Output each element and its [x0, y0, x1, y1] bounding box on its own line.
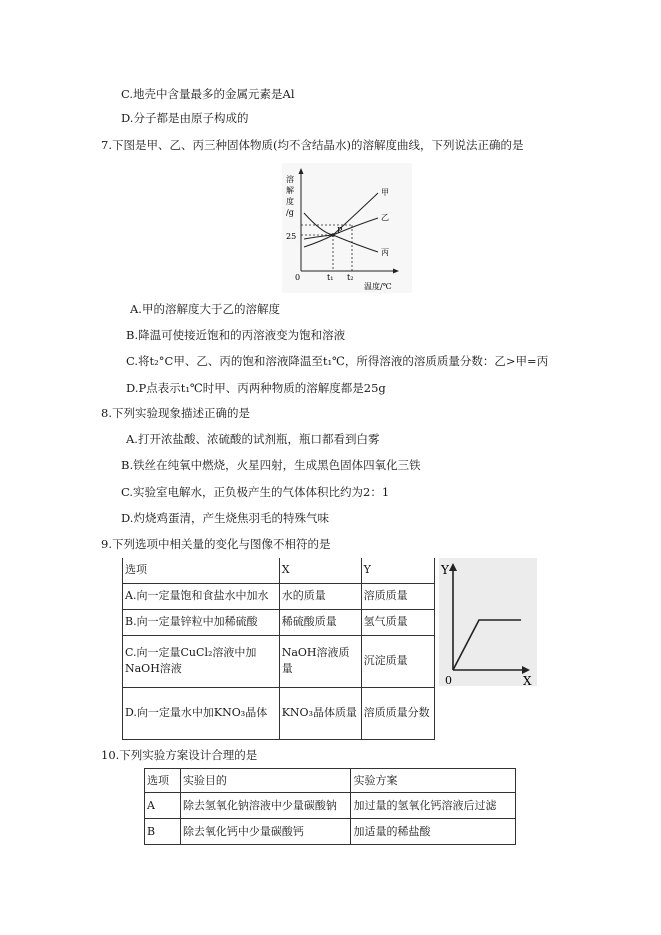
table-row [145, 793, 516, 819]
series-label-bing: 丙 [381, 248, 389, 257]
q9-row-b-y: 氢气质量 [361, 609, 435, 635]
q7-option-d: D.P点表示t₁℃时甲、丙两种物质的溶解度都是25g [126, 381, 386, 395]
q9-graph-svg [439, 558, 537, 686]
q9-graph-origin: 0 [445, 674, 453, 686]
q10-header-row [145, 769, 516, 793]
y-tick-25: 25 [286, 232, 297, 241]
q9-header-x: X [279, 558, 361, 583]
q9-stem: 9.下列选项中相关量的变化与图像不相符的是 [101, 537, 331, 551]
q9-graph-cell [435, 558, 538, 739]
q9-row-b-x: 稀硫酸质量 [279, 609, 361, 635]
q10-row-b-plan: 加适量的稀盐酸 [351, 819, 516, 845]
q9-row-a-x: 水的质量 [279, 583, 361, 609]
q10-row-a-option: A [145, 793, 181, 819]
q9-row-b-option: B.向一定量锌粒中加稀硫酸 [123, 609, 280, 635]
series-label-yi: 乙 [381, 213, 389, 222]
ylabel-char-4: /g [286, 208, 294, 217]
q10-header-option: 选项 [145, 769, 181, 793]
ylabel-char-3: 度 [286, 197, 294, 206]
x-tick-t2: t₂ [347, 273, 354, 282]
q9-row-c-option: C.向一定量CuCl₂溶液中加NaOH溶液 [123, 635, 280, 687]
q9-header-option: 选项 [123, 558, 280, 583]
ylabel-char-1: 溶 [286, 175, 294, 184]
q9-row-d-option: D.向一定量水中加KNO₃晶体 [123, 687, 280, 739]
ylabel-char-2: 解 [286, 186, 294, 195]
q9-row-c-x: NaOH溶液质量 [279, 635, 361, 687]
q9-graph-y-label: Y [441, 563, 450, 577]
q10-row-a-plan: 加过量的氢氧化钙溶液后过滤 [351, 793, 516, 819]
q9-row-d-y: 溶质质量分数 [361, 687, 435, 739]
q6-option-c: C.地壳中含量最多的金属元素是Al [121, 87, 295, 101]
q10-row-a-purpose: 除去氢氧化钠溶液中少量碳酸钠 [180, 793, 351, 819]
q10-row-b-purpose: 除去氧化钙中少量碳酸钙 [180, 819, 351, 845]
q9-header-y: Y [361, 558, 435, 583]
q7-option-a: A.甲的溶解度大于乙的溶解度 [130, 302, 280, 316]
q8-option-c: C.实验室电解水，正负极产生的气体体积比约为2：1 [121, 485, 390, 499]
q6-option-d: D.分子都是由原子构成的 [121, 111, 249, 125]
solubility-curve-figure [282, 163, 412, 296]
origin-label: 0 [295, 273, 301, 282]
q7-option-c: C.将t₂°C甲、乙、丙的饱和溶液降温至t₁℃，所得溶液的溶质质量分数：乙>甲=丙 [126, 354, 549, 368]
q10-header-plan: 实验方案 [351, 769, 516, 793]
x-tick-t1: t₁ [327, 273, 334, 282]
point-p-label: P [337, 226, 343, 235]
q10-stem: 10.下列实验方案设计合理的是 [101, 748, 258, 762]
q10-row-b-option: B [145, 819, 181, 845]
q10-header-purpose: 实验目的 [180, 769, 351, 793]
series-label-jia: 甲 [381, 188, 389, 197]
q9-row-c-y: 沉淀质量 [361, 635, 435, 687]
q8-option-d: D.灼烧鸡蛋清，产生烧焦羽毛的特殊气味 [121, 511, 329, 525]
point-p [331, 233, 335, 237]
q10-table [144, 768, 516, 845]
q7-option-b: B.降温可使接近饱和的丙溶液变为饱和溶液 [126, 328, 346, 342]
q9-row-a-y: 溶质质量 [361, 583, 435, 609]
q8-option-a: A.打开浓盐酸、浓硫酸的试剂瓶，瓶口都看到白雾 [126, 432, 380, 446]
q9-graph-x-label: X [523, 674, 533, 686]
q9-row-d-x: KNO₃晶体质量 [279, 687, 361, 739]
solubility-curve-svg [282, 163, 412, 293]
q9-header-row [123, 558, 539, 583]
x-axis-label: 温度/℃ [364, 282, 392, 291]
q8-stem: 8.下列实验现象描述正确的是 [101, 406, 250, 420]
q9-table [122, 558, 538, 740]
q7-stem: 7.下图是甲、乙、丙三种固体物质(均不含结晶水)的溶解度曲线，下列说法正确的是 [101, 138, 524, 152]
table-row [145, 819, 516, 845]
q9-row-a-option: A.向一定量饱和食盐水中加水 [123, 583, 280, 609]
q8-option-b: B.铁丝在纯氧中燃烧，火星四射，生成黑色固体四氧化三铁 [121, 458, 421, 472]
